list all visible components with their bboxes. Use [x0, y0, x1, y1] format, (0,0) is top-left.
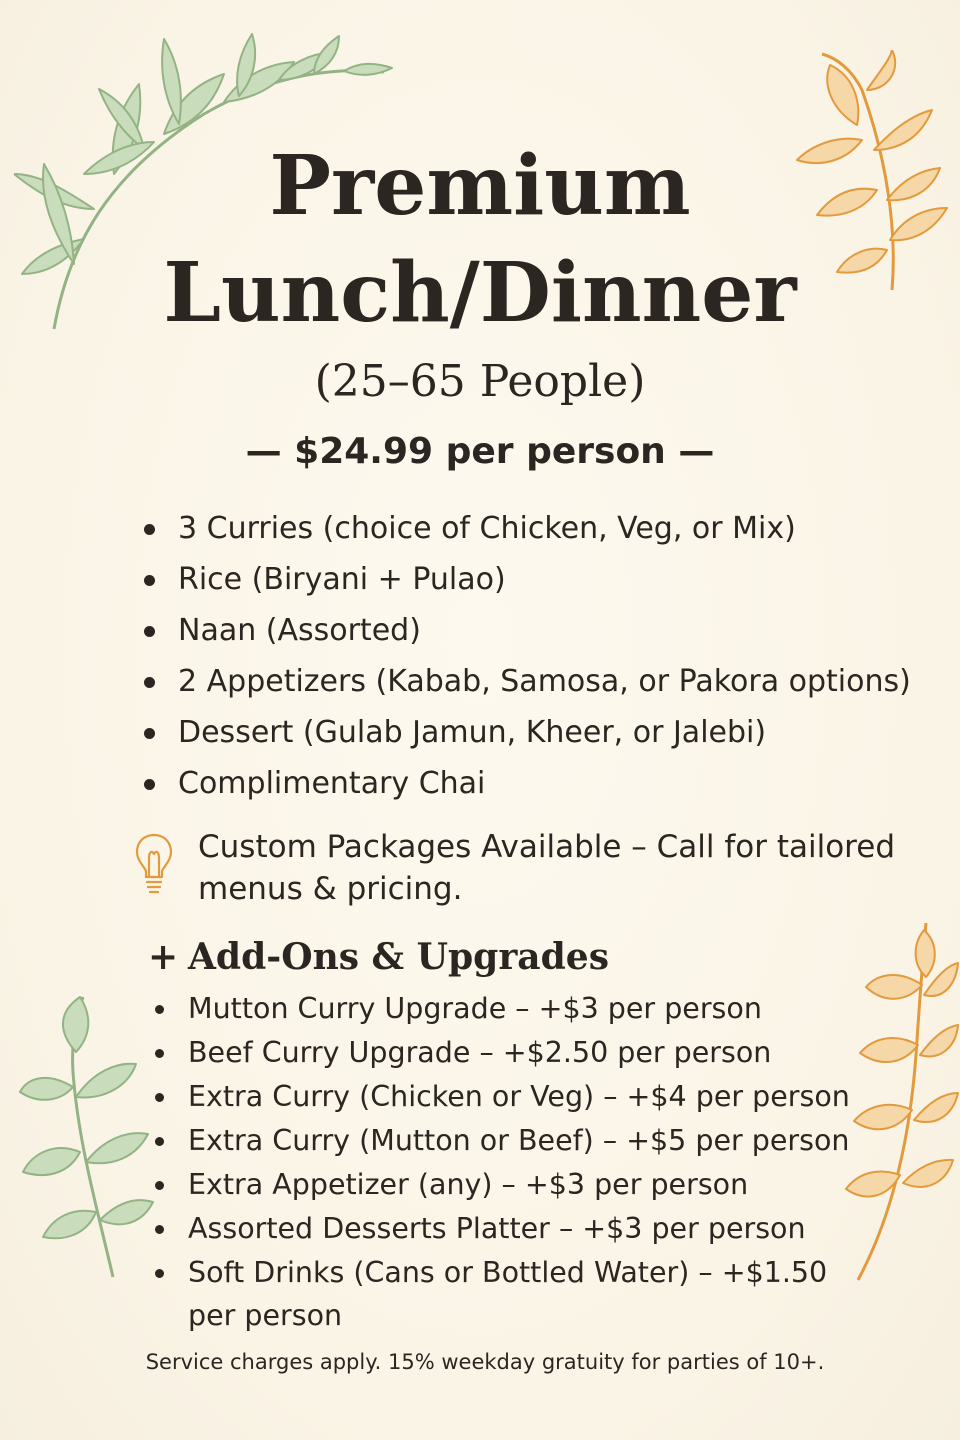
list-item	[152, 987, 872, 1031]
included-item-text: Complimentary Chai	[178, 766, 486, 801]
bullet-icon	[144, 779, 155, 790]
title-premium: Premium	[269, 138, 691, 234]
bullet-icon	[155, 1093, 164, 1102]
bullet-icon	[155, 1049, 164, 1058]
list-item	[152, 1075, 872, 1119]
addon-text: Soft Drinks (Cans or Bottled Water) – +$1.50 per person	[188, 1256, 828, 1332]
bottom-left-leaf-icon	[18, 992, 158, 1282]
included-item-text: Dessert (Gulab Jamun, Kheer, or Jalebi)	[178, 715, 767, 750]
bullet-icon	[155, 1181, 164, 1190]
list-item	[152, 1207, 872, 1251]
addon-text: Beef Curry Upgrade – +$2.50 per person	[188, 1036, 772, 1069]
guest-range: (25–65 People)	[314, 356, 646, 407]
lightbulb-icon	[134, 832, 174, 896]
custom-packages-note: Custom Packages Available – Call for tailored menus & pricing.	[198, 829, 896, 907]
list-item	[152, 1119, 872, 1163]
bullet-icon	[155, 1005, 164, 1014]
list-item	[152, 1031, 872, 1075]
bullet-icon	[144, 677, 155, 688]
included-item-text: Rice (Biryani + Pulao)	[178, 562, 506, 597]
bullet-icon	[155, 1225, 164, 1234]
list-item	[140, 605, 940, 656]
list-item	[140, 707, 940, 758]
addon-text: Mutton Curry Upgrade – +$3 per person	[188, 992, 762, 1025]
list-item	[140, 554, 940, 605]
addons-heading	[148, 930, 609, 984]
service-charges-footer: Service charges apply. 15% weekday gratuity for parties of 10+.	[145, 1350, 825, 1374]
bullet-icon	[155, 1137, 164, 1146]
bullet-icon	[155, 1269, 164, 1278]
bullet-icon	[144, 626, 155, 637]
list-item	[140, 503, 940, 554]
included-item-text: 2 Appetizers (Kabab, Samosa, or Pakora options)	[178, 664, 911, 699]
bullet-icon	[144, 728, 155, 739]
addons-heading-text: Add-Ons & Upgrades	[188, 936, 609, 978]
plus-icon: +	[148, 936, 179, 978]
title-lunch-dinner: Lunch/Dinner	[163, 245, 797, 341]
bullet-icon	[144, 524, 155, 535]
addon-text: Extra Appetizer (any) – +$3 per person	[188, 1168, 749, 1201]
addons-list	[152, 987, 872, 1337]
list-item	[152, 1163, 872, 1207]
included-item-text: 3 Curries (choice of Chicken, Veg, or Mix)	[178, 511, 796, 546]
included-items-list	[140, 503, 940, 809]
list-item	[140, 656, 940, 707]
bullet-icon	[144, 575, 155, 586]
list-item	[140, 758, 940, 809]
addon-text: Extra Curry (Mutton or Beef) – +$5 per person	[188, 1124, 850, 1157]
list-item	[152, 1251, 828, 1337]
included-item-text: Naan (Assorted)	[178, 613, 421, 648]
addon-text: Assorted Desserts Platter – +$3 per person	[188, 1212, 806, 1245]
price-per-person: — $24.99 per person —	[245, 431, 715, 472]
addon-text: Extra Curry (Chicken or Veg) – +$4 per person	[188, 1080, 850, 1113]
